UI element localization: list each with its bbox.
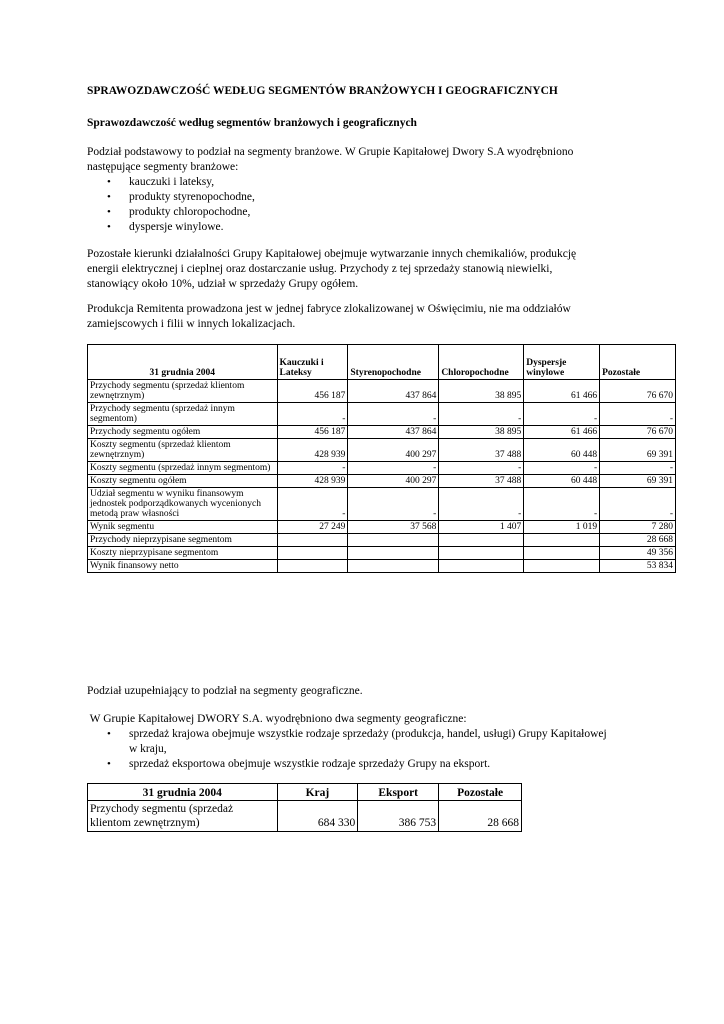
list-item: • dyspersje winylowe.	[87, 220, 255, 235]
table-cell: 1 019	[524, 521, 600, 534]
segment-table	[87, 344, 676, 573]
list-item: • produkty chloropochodne,	[87, 205, 255, 220]
column-header: 31 grudnia 2004	[88, 784, 278, 801]
column-header: Styrenopochodne	[348, 345, 439, 380]
row-label: Koszty segmentu (sprzedaż klientom zewnętrznym)	[88, 439, 278, 462]
list-item: • kauczuki i lateksy,	[87, 175, 255, 190]
table-row	[88, 462, 676, 475]
table-cell	[277, 547, 348, 560]
section-title: Sprawozdawczość według segmentów branżowych i geograficznych	[87, 117, 417, 129]
list-item: • sprzedaż krajowa obejmuje wszystkie rodzaje sprzedaży (produkcja, handel, usługi) Grupy Kapitałowej w kraju,	[87, 727, 607, 757]
table-cell: -	[439, 462, 524, 475]
row-label: Koszty nieprzypisane segmentom	[88, 547, 278, 560]
table-cell	[439, 547, 524, 560]
table-cell: 7 280	[600, 521, 676, 534]
table-cell: 37 488	[439, 475, 524, 488]
table-cell	[524, 547, 600, 560]
table-cell: 400 297	[348, 475, 439, 488]
table-cell	[439, 534, 524, 547]
row-label: Przychody segmentu (sprzedaż innym segmentom)	[88, 403, 278, 426]
table-cell	[348, 547, 439, 560]
column-header: Pozostałe	[439, 784, 522, 801]
table-cell: 1 407	[439, 521, 524, 534]
table-cell: 28 668	[439, 801, 522, 832]
segment-list	[87, 175, 255, 235]
table-cell: 456 187	[277, 380, 348, 403]
row-label: Przychody segmentu ogółem	[88, 426, 278, 439]
table-cell: 456 187	[277, 426, 348, 439]
column-header: Chloropochodne	[439, 345, 524, 380]
table-cell: -	[600, 403, 676, 426]
geo-segments-paragraph: W Grupie Kapitałowej DWORY S.A. wyodrębniono dwa segmenty geograficzne:	[87, 713, 467, 725]
table-cell: 437 864	[348, 426, 439, 439]
table-row	[88, 488, 676, 521]
table-cell: -	[439, 403, 524, 426]
table-row	[88, 380, 676, 403]
table-cell	[439, 560, 524, 573]
production-paragraph: Produkcja Remitenta prowadzona jest w jednej fabryce zlokalizowanej w Oświęcimiu, nie ma oddziałów zamiejscowych i filii w innych lokalizacjach.	[87, 303, 571, 330]
table-cell: 76 670	[600, 426, 676, 439]
row-label: Udział segmentu w wyniku finansowym jednostek podporządkowanych wycenionych metodą praw własności	[88, 488, 278, 521]
row-label: Koszty segmentu (sprzedaż innym segmentom)	[88, 462, 278, 475]
table-cell	[524, 560, 600, 573]
table-cell: 37 568	[348, 521, 439, 534]
column-header: Kraj	[277, 784, 358, 801]
table-cell: 53 834	[600, 560, 676, 573]
row-label: Przychody segmentu (sprzedaż klientom zewnętrznym)	[88, 380, 278, 403]
table-cell	[277, 560, 348, 573]
column-header: 31 grudnia 2004	[88, 345, 278, 380]
table-cell: -	[524, 462, 600, 475]
table-row	[88, 475, 676, 488]
table-cell: 28 668	[600, 534, 676, 547]
row-label: Przychody nieprzypisane segmentom	[88, 534, 278, 547]
column-header: Dyspersje winylowe	[524, 345, 600, 380]
table-cell: 428 939	[277, 475, 348, 488]
geo-list	[87, 727, 607, 772]
row-label: Wynik segmentu	[88, 521, 278, 534]
table-cell	[277, 534, 348, 547]
table-row	[88, 547, 676, 560]
table-cell: -	[277, 462, 348, 475]
table-row	[88, 801, 522, 832]
table-row	[88, 426, 676, 439]
table-cell: -	[600, 462, 676, 475]
geo-intro-paragraph: Podział uzupełniający to podział na segmenty geograficzne.	[87, 685, 363, 697]
table-row	[88, 403, 676, 426]
table-cell: 386 753	[358, 801, 439, 832]
table-cell: 61 466	[524, 380, 600, 403]
column-header: Kauczuki i Lateksy	[277, 345, 348, 380]
table-cell: 61 466	[524, 426, 600, 439]
table-cell: -	[600, 488, 676, 521]
table-cell: 400 297	[348, 439, 439, 462]
table-cell: -	[277, 403, 348, 426]
table-cell: -	[439, 488, 524, 521]
table-cell: 76 670	[600, 380, 676, 403]
table-cell: -	[524, 488, 600, 521]
table-cell: 38 895	[439, 380, 524, 403]
table-row	[88, 534, 676, 547]
intro-paragraph: Podział podstawowy to podział na segmenty branżowe. W Grupie Kapitałowej Dwory S.A wyodrębniono następujące segmenty branżowe:	[87, 146, 574, 173]
table-cell	[348, 534, 439, 547]
table-cell: -	[277, 488, 348, 521]
table-cell: -	[348, 403, 439, 426]
table-row	[88, 521, 676, 534]
table-cell: 27 249	[277, 521, 348, 534]
list-item: • sprzedaż eksportowa obejmuje wszystkie rodzaje sprzedaży Grupy na eksport.	[87, 757, 607, 772]
table-cell: -	[524, 403, 600, 426]
column-header: Pozostałe	[600, 345, 676, 380]
table-cell: 69 391	[600, 475, 676, 488]
other-activities-paragraph: Pozostałe kierunki działalności Grupy Kapitałowej obejmuje wytwarzanie innych chemikaliów, produkcję energii elektrycznej i cieplnej oraz dostarczanie usług. Przychody z tej sprzedaży stanowią niewielki, stanowiący około 10%, udział w sprzedaży Grupy ogółem.	[87, 248, 577, 290]
table-cell: 49 356	[600, 547, 676, 560]
column-header: Eksport	[358, 784, 439, 801]
table-cell: 428 939	[277, 439, 348, 462]
row-label: Wynik finansowy netto	[88, 560, 278, 573]
row-label: Koszty segmentu ogółem	[88, 475, 278, 488]
table-row	[88, 560, 676, 573]
row-label: Przychody segmentu (sprzedaż klientom zewnętrznym)	[88, 801, 278, 832]
geo-table	[87, 783, 522, 832]
table-cell: 69 391	[600, 439, 676, 462]
list-item: • produkty styrenopochodne,	[87, 190, 255, 205]
table-cell: 437 864	[348, 380, 439, 403]
page-title: SPRAWOZDAWCZOŚĆ WEDŁUG SEGMENTÓW BRANŻOWYCH I GEOGRAFICZNYCH	[87, 85, 558, 97]
table-cell: 60 448	[524, 439, 600, 462]
table-row	[88, 439, 676, 462]
table-cell: -	[348, 462, 439, 475]
table-cell	[524, 534, 600, 547]
table-cell	[348, 560, 439, 573]
table-cell: 38 895	[439, 426, 524, 439]
table-header-row	[88, 784, 522, 801]
table-cell: 37 488	[439, 439, 524, 462]
table-cell: 60 448	[524, 475, 600, 488]
table-header-row	[88, 345, 676, 380]
table-cell: -	[348, 488, 439, 521]
table-cell: 684 330	[277, 801, 358, 832]
